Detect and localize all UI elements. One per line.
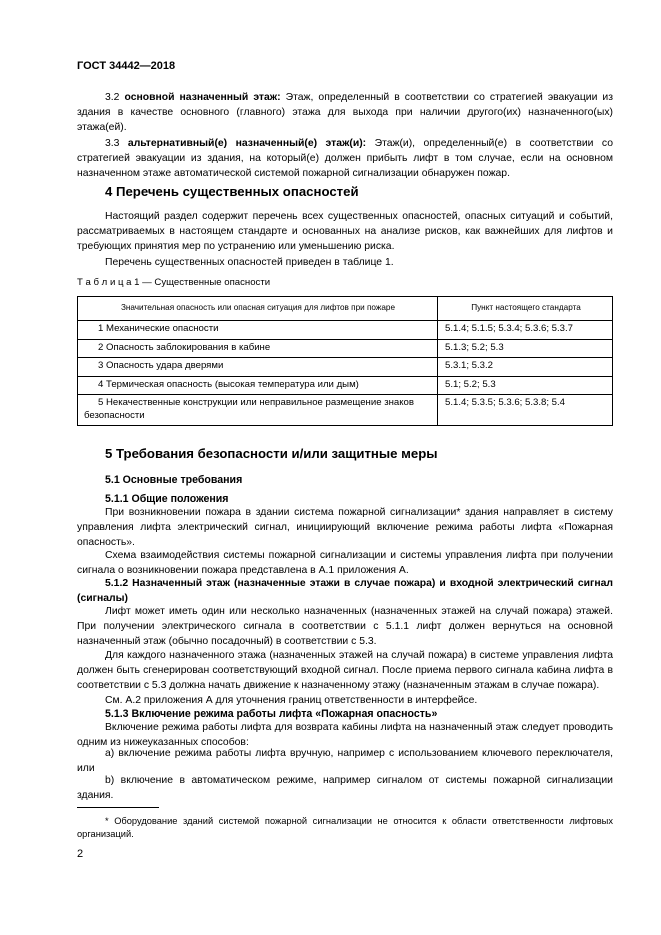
section-4-heading: 4 Перечень существенных опасностей xyxy=(105,184,359,199)
table-row xyxy=(78,395,613,426)
page-number: 2 xyxy=(77,848,84,860)
hazard-cell: 1 Механические опасности xyxy=(78,321,438,340)
section-4-table-reference: Перечень существенных опасностей приведен в таблице 1. xyxy=(105,257,394,268)
document-header: ГОСТ 34442—2018 xyxy=(77,60,176,72)
list-item-b: b) включение в автоматическом режиме, например сигналом от системы пожарной сигнализации здания. xyxy=(77,775,613,802)
subsection-5-1-3-heading: 5.1.3 Включение режима работы лифта «Пожарная опасность» xyxy=(105,708,438,720)
hazard-cell: 4 Термическая опасность (высокая температура или дым) xyxy=(78,376,438,395)
footnote: * Оборудование зданий системой пожарной сигнализации не относится к области ответственности лифтовых организаций. xyxy=(77,816,613,839)
table-row xyxy=(78,339,613,358)
table-header-hazard: Значительная опасность или опасная ситуация для лифтов при пожаре xyxy=(78,297,438,321)
subsection-5-1-heading: 5.1 Основные требования xyxy=(105,474,243,486)
footnote-separator xyxy=(77,807,159,808)
subsection-5-1-2-heading: 5.1.2 Назначенный этаж (назначенные этажи в случае пожара) и входной электрический сигнал (сигналы) xyxy=(77,578,613,605)
subsection-5-1-1-heading: 5.1.1 Общие положения xyxy=(105,493,229,505)
clause-cell: 5.1.3; 5.2; 5.3 xyxy=(438,339,613,358)
paragraph-5-1-1-b: Схема взаимодействия системы пожарной сигнализации и системы управления лифта при получении сигнала о возникновении пожара представлена в А.1 приложения А. xyxy=(77,550,613,577)
definition-number: 3.3 xyxy=(105,138,120,149)
paragraph-5-1-1-a: При возникновении пожара в здании система пожарной сигнализации* здания направляет в систему управления лифта электрический сигнал, инициирующий включение режима работы лифта «Пожарная опасность». xyxy=(77,507,613,549)
list-item-a: a) включение режима работы лифта вручную, например с использованием ключевого переключателя, или xyxy=(77,748,613,775)
table-row xyxy=(78,376,613,395)
table-header-clause: Пункт настоящего стандарта xyxy=(438,297,613,321)
definition-term: основной назначенный этаж: xyxy=(124,92,281,103)
definition-text: Этаж(и), определенный(е) в соответствии со стратегией эвакуации из здания, на который(е) должен прибыть лифт в том случае, если на основном назначенном этаже автоматической системой пожарной сигнализации обнаружен пожар. xyxy=(77,138,613,180)
definition-text: Этаж, определенный в соответствии со стратегией эвакуации из здания в качестве основного (главного) этажа для выхода при наличии другого(их) назначенного(ых) этажа(ей). xyxy=(77,92,613,134)
paragraph-5-1-2-c: См. А.2 приложения А для уточнения границ ответственности в интерфейсе. xyxy=(105,695,478,706)
table-row xyxy=(78,358,613,377)
table-header-row xyxy=(78,297,613,321)
hazard-cell: 3 Опасность удара дверями xyxy=(78,358,438,377)
clause-cell: 5.3.1; 5.3.2 xyxy=(438,358,613,377)
hazard-cell: 5 Некачественные конструкции или неправильное размещение знаков безопасности xyxy=(78,395,438,426)
clause-cell: 5.1; 5.2; 5.3 xyxy=(438,376,613,395)
hazards-table xyxy=(77,296,613,426)
paragraph-5-1-3-a: Включение режима работы лифта для возврата кабины лифта на назначенный этаж следует проводить одним из нижеуказанных способов: xyxy=(77,722,613,749)
paragraph-5-1-2-a: Лифт может иметь один или несколько назначенных (назначенных этажей на случай пожара) этажей. При получении электрического сигнала в соответствии с 5.1.1 лифт должен вернуться на основной назначенный этаж (обычно посадочный) в соответствии с 5.3. xyxy=(77,606,613,648)
hazard-cell: 2 Опасность заблокирования в кабине xyxy=(78,339,438,358)
section-4-paragraph: Настоящий раздел содержит перечень всех существенных опасностей, опасных ситуаций и событий, рассматриваемых в настоящем стандарте и основанных на анализе рисков, как важнейших для лифтов и требующих принятия мер по устранению или уменьшению риска. xyxy=(77,211,613,253)
definition-3-2 xyxy=(77,90,613,136)
table-row xyxy=(78,321,613,340)
paragraph-5-1-2-b: Для каждого назначенного этажа (назначенных этажей на случай пожара) в системе управления лифта должен быть сгенерирован соответствующий входной сигнал. После приема первого сигнала кабина лифта в соответствии с 5.3 должна начать движение к назначенному этажу (назначенным этажам в случае пожара). xyxy=(77,650,613,692)
definition-term: альтернативный(е) назначенный(е) этаж(и): xyxy=(127,138,367,149)
definition-number: 3.2 xyxy=(105,92,120,103)
table-caption: Т а б л и ц а 1 — Существенные опасности xyxy=(77,277,271,288)
clause-cell: 5.1.4; 5.3.5; 5.3.6; 5.3.8; 5.4 xyxy=(438,395,613,426)
section-5-heading: 5 Требования безопасности и/или защитные меры xyxy=(105,446,438,461)
clause-cell: 5.1.4; 5.1.5; 5.3.4; 5.3.6; 5.3.7 xyxy=(438,321,613,340)
definition-3-3 xyxy=(77,136,613,182)
